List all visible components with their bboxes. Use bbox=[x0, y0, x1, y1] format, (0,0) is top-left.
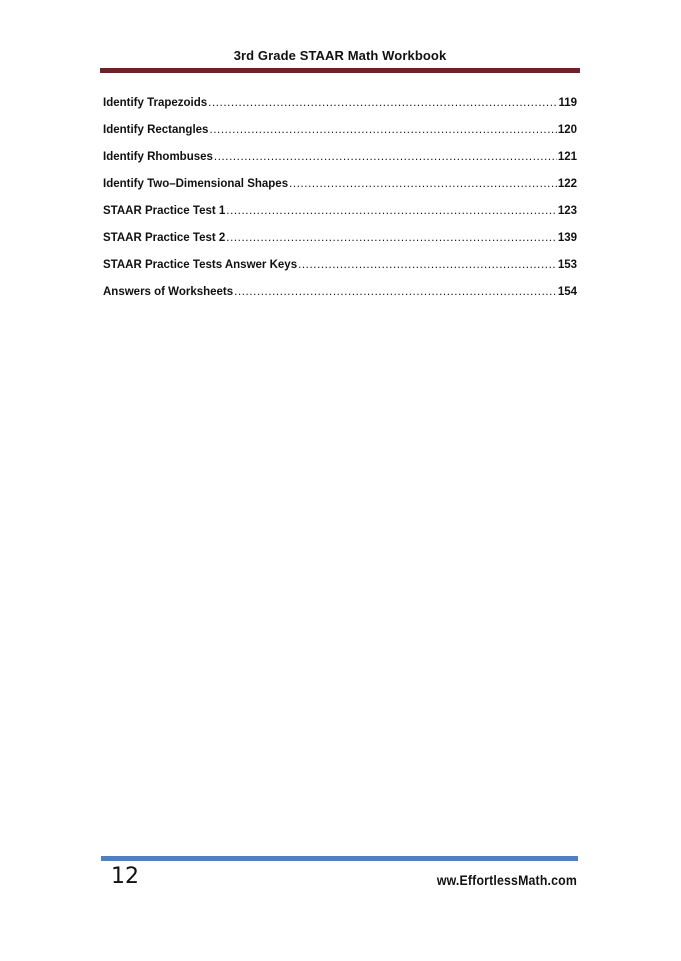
toc-leader-dots bbox=[226, 202, 557, 220]
toc-entry[interactable] bbox=[103, 256, 577, 283]
toc-entry-page: 139 bbox=[557, 232, 577, 244]
header-rule bbox=[100, 68, 580, 73]
footer-rule bbox=[101, 856, 578, 861]
toc-entry-label: Answers of Worksheets bbox=[103, 286, 234, 298]
toc-entry-page: 123 bbox=[557, 205, 577, 217]
toc-entry-page: 154 bbox=[557, 286, 577, 298]
table-of-contents bbox=[103, 94, 577, 310]
toc-leader-dots bbox=[234, 283, 557, 301]
toc-entry-label: Identify Two–Dimensional Shapes bbox=[103, 178, 289, 190]
toc-entry[interactable] bbox=[103, 94, 577, 121]
toc-leader-dots bbox=[298, 256, 557, 274]
toc-entry-label: STAAR Practice Tests Answer Keys bbox=[103, 259, 298, 271]
toc-entry-page: 121 bbox=[557, 151, 577, 163]
toc-entry-page: 153 bbox=[557, 259, 577, 271]
toc-entry[interactable] bbox=[103, 202, 577, 229]
toc-entry-page: 122 bbox=[557, 178, 577, 190]
toc-leader-dots bbox=[289, 175, 557, 193]
toc-entry[interactable] bbox=[103, 175, 577, 202]
page-number: 12 bbox=[111, 864, 139, 889]
footer-website-link[interactable]: ww.EffortlessMath.com bbox=[436, 872, 577, 888]
toc-entry[interactable] bbox=[103, 121, 577, 148]
toc-entry-label: STAAR Practice Test 1 bbox=[103, 205, 226, 217]
toc-leader-dots bbox=[209, 121, 556, 139]
toc-entry-label: STAAR Practice Test 2 bbox=[103, 232, 226, 244]
toc-entry-label: Identify Trapezoids bbox=[103, 97, 208, 109]
toc-leader-dots bbox=[214, 148, 557, 166]
toc-entry-page: 120 bbox=[557, 124, 577, 136]
toc-entry-label: Identify Rectangles bbox=[103, 124, 209, 136]
toc-entry[interactable] bbox=[103, 229, 577, 256]
toc-entry-page: 119 bbox=[558, 97, 577, 109]
toc-entry[interactable] bbox=[103, 283, 577, 310]
toc-entry-label: Identify Rhombuses bbox=[103, 151, 213, 163]
toc-entry[interactable] bbox=[103, 148, 577, 175]
page-header-title: 3rd Grade STAAR Math Workbook bbox=[233, 48, 447, 63]
toc-leader-dots bbox=[208, 94, 557, 112]
toc-leader-dots bbox=[226, 229, 557, 247]
